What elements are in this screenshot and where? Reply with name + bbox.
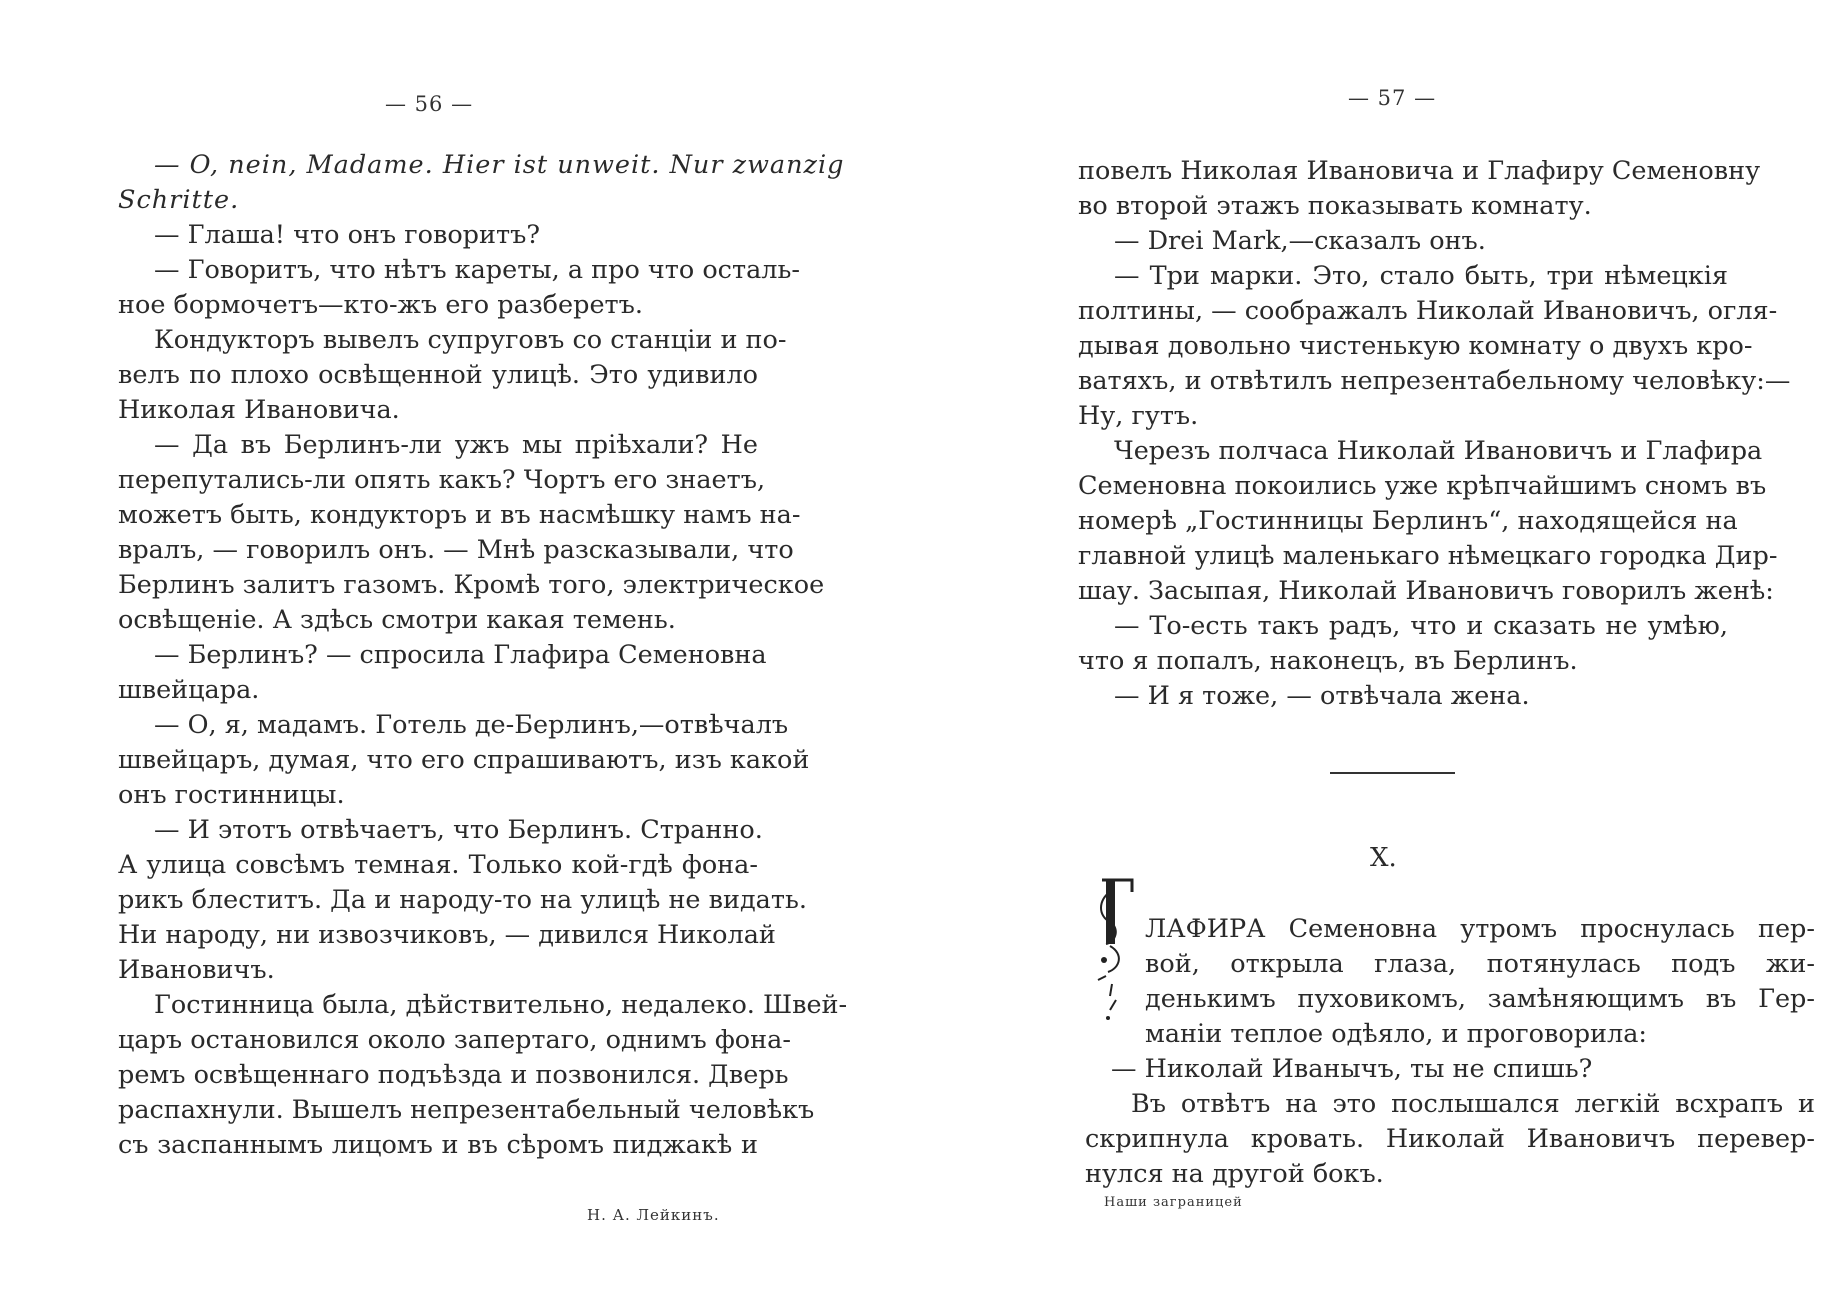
- text-line: перепутались-ли опять какъ? Чортъ его знаетъ,: [118, 465, 766, 495]
- text-line: Ни народу, ни извозчиковъ, — дивился Николай: [118, 920, 776, 950]
- text-line: — Говоритъ, что нѣтъ кареты, а про что осталь-: [154, 255, 800, 285]
- text-line: — Drei Mark,—сказалъ онъ.: [1114, 226, 1486, 256]
- text-line: Кондукторъ вывелъ супруговъ со станціи и по-: [154, 325, 787, 355]
- text-line: — Николай Иванычъ, ты не спишь?: [1111, 1054, 1593, 1084]
- text-line: — И этотъ отвѣчаетъ, что Берлинъ. Странно.: [154, 815, 763, 845]
- section-divider: [1330, 772, 1455, 774]
- signature-author: Н. А. Лейкинъ.: [587, 1206, 720, 1224]
- right-page-text: [1078, 154, 1791, 714]
- text-line: Ну, гутъ.: [1078, 401, 1199, 431]
- text-line: полтины, — соображалъ Николай Ивановичъ, огля-: [1078, 296, 1778, 326]
- left-page: [0, 0, 913, 1309]
- page-number-right: — 57 —: [1348, 86, 1437, 110]
- text-line: распахнули. Вышелъ непрезентабельный человѣкъ: [118, 1095, 815, 1125]
- page-number-left: — 56 —: [385, 92, 474, 116]
- text-line: что я попалъ, наконецъ, въ Берлинъ.: [1078, 646, 1578, 676]
- text-line: швейцаръ, думая, что его спрашиваютъ, изъ какой: [118, 745, 810, 775]
- text-line: Черезъ полчаса Николай Ивановичъ и Глафира: [1114, 436, 1763, 466]
- text-line: ремъ освѣщеннаго подъѣзда и позвонился. Дверь: [118, 1060, 789, 1090]
- text-line: А улица совсѣмъ темная. Только кой-гдѣ фона-: [118, 850, 758, 880]
- text-line: освѣщеніе. А здѣсь смотри какая темень.: [118, 605, 676, 635]
- text-line: вой, открыла глаза, потянулась подъ жи-: [1145, 949, 1815, 979]
- text-line: — Глаша! что онъ говоритъ?: [154, 220, 540, 250]
- text-line: маніи теплое одѣяло, и проговорила:: [1145, 1019, 1648, 1049]
- text-line: вралъ, — говорилъ онъ. — Мнѣ разсказывали, что: [118, 535, 794, 565]
- text-line: велъ по плохо освѣщенной улицѣ. Это удивило: [118, 360, 758, 390]
- text-line: рикъ блеститъ. Да и народу-то на улицѣ не видать.: [118, 885, 807, 915]
- text-line: нулся на другой бокъ.: [1085, 1159, 1384, 1189]
- text-line: во второй этажъ показывать комнату.: [1078, 191, 1592, 221]
- text-line: шау. Засыпая, Николай Ивановичъ говорилъ женѣ:: [1078, 576, 1774, 606]
- left-page-text: [118, 148, 848, 1163]
- text-line: Въ отвѣтъ на это послышался легкій всхрапъ и: [1131, 1089, 1815, 1119]
- text-line: можетъ быть, кондукторъ и въ насмѣшку намъ на-: [118, 500, 801, 530]
- chapter-opening-text: [1085, 912, 1815, 1192]
- text-line: Ивановичъ.: [118, 955, 275, 985]
- text-line: номерѣ „Гостинницы Берлинъ“, находящейся на: [1078, 506, 1738, 536]
- text-line: съ заспаннымъ лицомъ и въ сѣромъ пиджакѣ и: [118, 1130, 758, 1160]
- text-line: ЛАФИРА Семеновна утромъ проснулась пер-: [1145, 914, 1815, 944]
- text-line: скрипнула кровать. Николай Ивановичъ перевер-: [1085, 1124, 1815, 1154]
- chapter-title: X.: [1370, 843, 1397, 873]
- signature-title: Наши заграницей: [1104, 1195, 1243, 1210]
- text-line: Гостинница была, дѣйствительно, недалеко. Швей-: [154, 990, 848, 1020]
- text-line: ватяхъ, и отвѣтилъ непрезентабельному человѣку:—: [1078, 366, 1791, 396]
- text-line: — И я тоже, — отвѣчала жена.: [1114, 681, 1530, 711]
- text-line: — То-есть такъ радъ, что и сказать не умѣю,: [1114, 611, 1728, 641]
- text-line: ное бормочетъ—кто-жъ его разберетъ.: [118, 290, 643, 320]
- text-line: онъ гостинницы.: [118, 780, 345, 810]
- text-line: повелъ Николая Ивановича и Глафиру Семеновну: [1078, 156, 1761, 186]
- text-line: главной улицѣ маленькаго нѣмецкаго городка Дир-: [1078, 541, 1778, 571]
- text-line: Schritte.: [118, 185, 240, 215]
- text-line: — О, я, мадамъ. Готель де-Берлинъ,—отвѣчалъ: [154, 710, 789, 740]
- text-line: — Берлинъ? — спросила Глафира Семеновна: [154, 640, 767, 670]
- text-line: швейцара.: [118, 675, 260, 705]
- text-line: Берлинъ залитъ газомъ. Кромѣ того, электрическое: [118, 570, 825, 600]
- text-line: денькимъ пуховикомъ, замѣняющимъ въ Гер-: [1145, 984, 1815, 1014]
- text-line: царъ остановился около запертаго, однимъ фона-: [118, 1025, 791, 1055]
- text-line: Николая Ивановича.: [118, 395, 400, 425]
- text-line: — O, nein, Madame. Hier ist unweit. Nur zwanzig: [154, 150, 845, 180]
- text-line: — Да въ Берлинъ-ли ужъ мы пріѣхали? Не: [154, 430, 758, 460]
- text-line: дывая довольно чистенькую комнату о двухъ кро-: [1078, 331, 1753, 361]
- text-line: Семеновна покоились уже крѣпчайшимъ сномъ въ: [1078, 471, 1767, 501]
- text-line: — Три марки. Это, стало быть, три нѣмецкія: [1114, 261, 1728, 291]
